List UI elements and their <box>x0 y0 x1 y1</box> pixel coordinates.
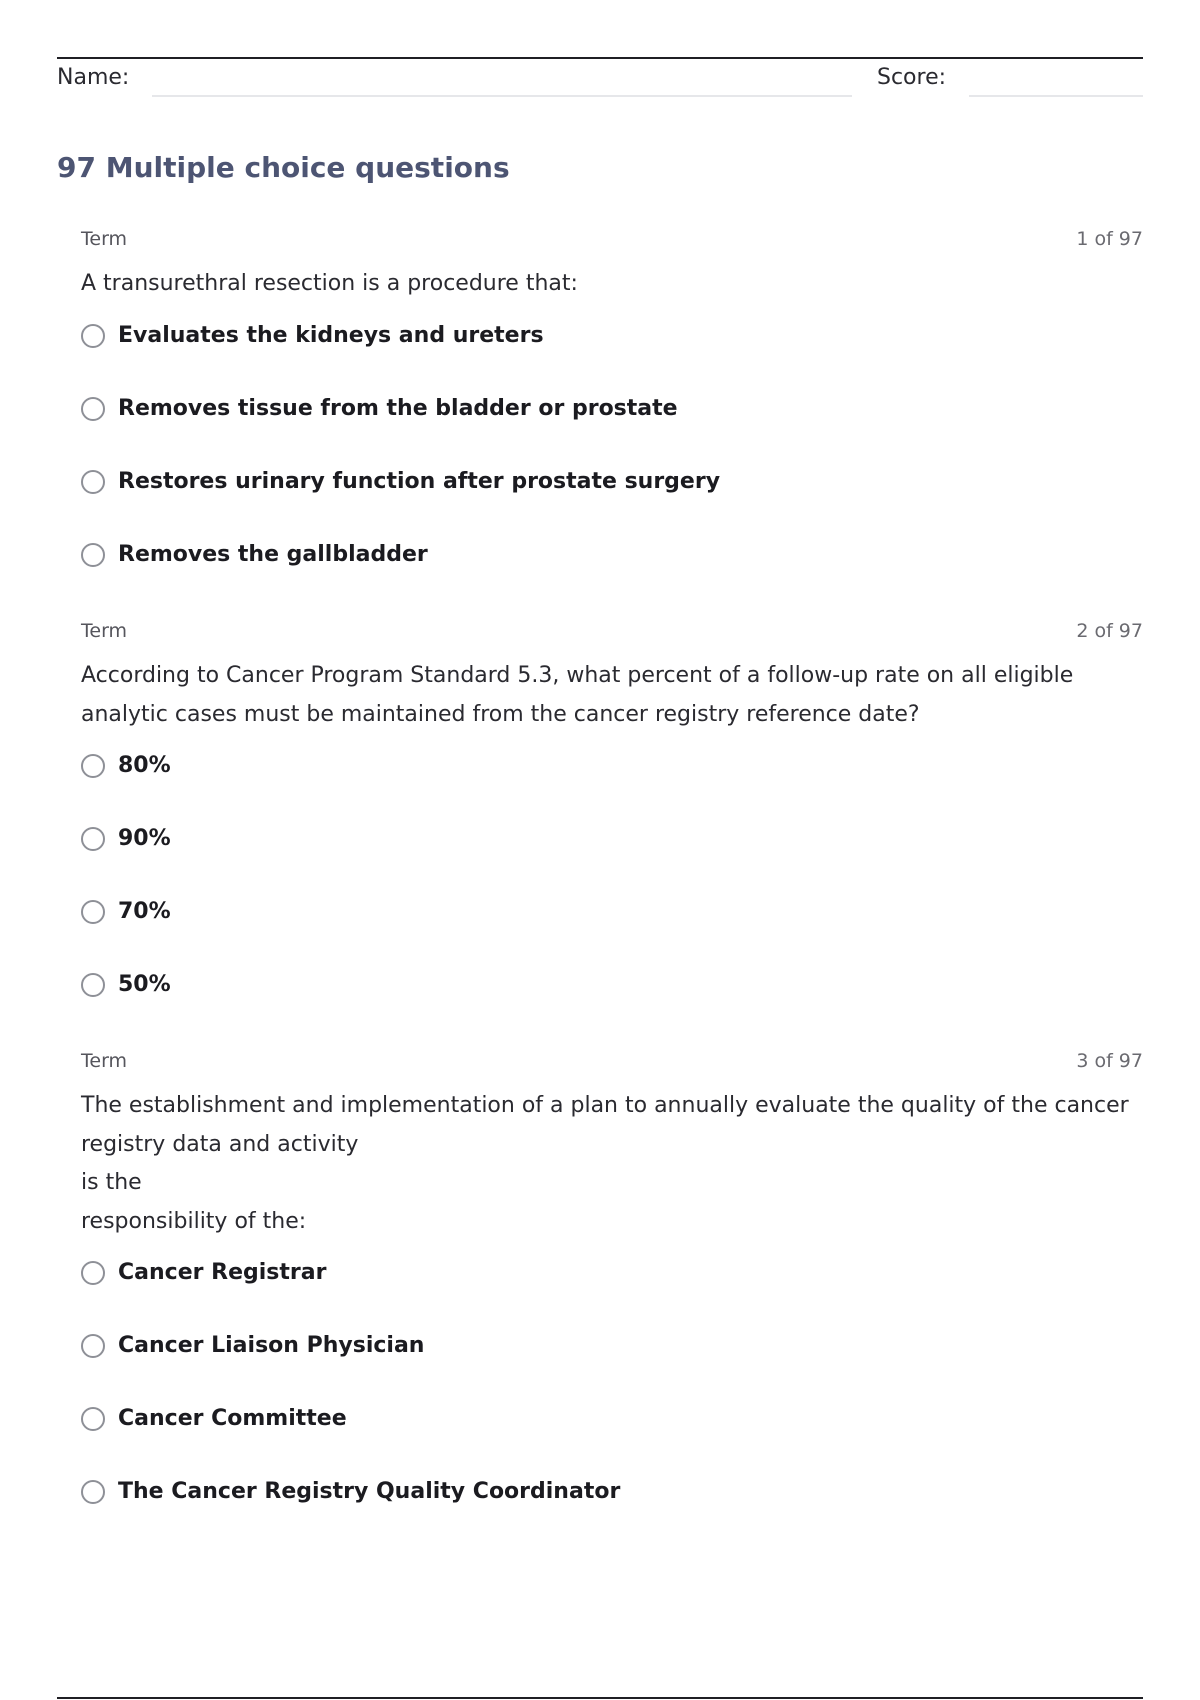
question-text: The establishment and implementation of a plan to annually evaluate the quality of the cancer registry data and activity is the responsibility of the: <box>81 1093 1129 1234</box>
question-1 <box>81 227 1143 616</box>
radio-button[interactable] <box>81 1407 105 1431</box>
radio-button[interactable] <box>81 1480 105 1504</box>
option[interactable] <box>81 1334 1143 1407</box>
option-label: 50% <box>118 972 171 997</box>
option[interactable] <box>81 543 1143 616</box>
option-label: 80% <box>118 753 171 778</box>
option[interactable] <box>81 1480 1143 1553</box>
option[interactable] <box>81 1261 1143 1334</box>
question-3 <box>81 1049 1143 1553</box>
option-label: Cancer Liaison Physician <box>118 1333 425 1358</box>
option-label: Cancer Registrar <box>118 1260 327 1285</box>
radio-button[interactable] <box>81 900 105 924</box>
term-label: Term <box>81 1050 128 1072</box>
option[interactable] <box>81 900 1143 973</box>
radio-button[interactable] <box>81 754 105 778</box>
name-label: Name: <box>57 65 130 90</box>
radio-button[interactable] <box>81 397 105 421</box>
term-label: Term <box>81 228 128 250</box>
bottom-rule <box>57 1697 1143 1699</box>
option[interactable] <box>81 324 1143 397</box>
option[interactable] <box>81 1407 1143 1480</box>
radio-button[interactable] <box>81 324 105 348</box>
question-text: A transurethral resection is a procedure that: <box>81 271 578 296</box>
option[interactable] <box>81 397 1143 470</box>
question-counter: 2 of 97 <box>1076 620 1143 642</box>
section-title: 97 Multiple choice questions <box>57 151 510 184</box>
question-counter: 3 of 97 <box>1076 1050 1143 1072</box>
header-row <box>57 64 1143 98</box>
question-2 <box>81 619 1143 1046</box>
options-list <box>81 754 1143 1046</box>
radio-button[interactable] <box>81 470 105 494</box>
option[interactable] <box>81 754 1143 827</box>
option-label: Removes the gallbladder <box>118 541 428 567</box>
option[interactable] <box>81 470 1143 543</box>
radio-button[interactable] <box>81 543 105 567</box>
term-label: Term <box>81 620 128 642</box>
radio-button[interactable] <box>81 1261 105 1285</box>
option-label: The Cancer Registry Quality Coordinator <box>118 1479 621 1504</box>
name-field[interactable] <box>152 95 852 97</box>
option-label: 90% <box>118 826 171 851</box>
question-text: According to Cancer Program Standard 5.3, what percent of a follow-up rate on all eligible analytic cases must be maintained from the cancer registry reference date? <box>81 663 1074 727</box>
option[interactable] <box>81 973 1143 1046</box>
radio-button[interactable] <box>81 827 105 851</box>
score-label: Score: <box>877 65 947 90</box>
option-label: Cancer Committee <box>118 1406 347 1431</box>
top-rule <box>57 57 1143 59</box>
radio-button[interactable] <box>81 1334 105 1358</box>
option-label: 70% <box>118 899 171 924</box>
option-label: Restores urinary function after prostate surgery <box>118 468 721 494</box>
options-list <box>81 1261 1143 1553</box>
options-list <box>81 324 1143 616</box>
option-label: Evaluates the kidneys and ureters <box>118 322 544 348</box>
option-label: Removes tissue from the bladder or prostate <box>118 395 678 421</box>
question-counter: 1 of 97 <box>1076 228 1143 250</box>
score-field[interactable] <box>969 95 1143 97</box>
radio-button[interactable] <box>81 973 105 997</box>
option[interactable] <box>81 827 1143 900</box>
